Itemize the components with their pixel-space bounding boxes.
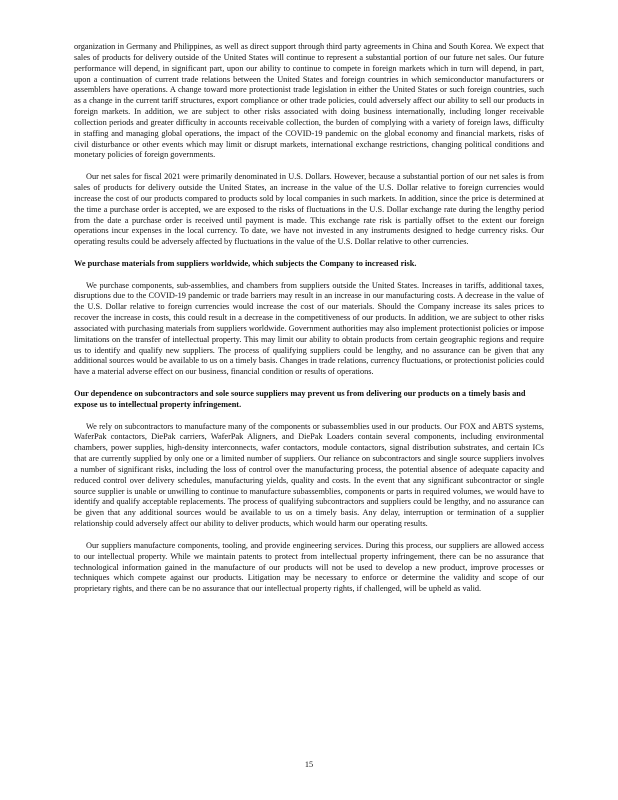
page-number: 15: [304, 760, 314, 769]
heading-subcontractor-dependence: Our dependence on subcontractors and sole source suppliers may prevent us from delivering our products on a timely basis and expose us to intellectual property infringement.: [74, 389, 526, 409]
paragraph-supplier-risk: We purchase components, sub-assemblies, and chambers from suppliers outside the United States. Increases in tariffs, additional taxes, disruptions due to the COVID-19 pandemic or trade barriers may result in an increase in our manufacturing costs. A decrease in the value of the U.S. Dollar relative to foreign currencies would increase the cost of our materials. Should the Company increase its sales prices to recover the increase in costs, this could result in a decrease in the competitiveness of our products. In addition, we are subject to other risks associated with purchasing materials from suppliers worldwide. Government authorities may also implement protectionist policies or impose limitations on the transfer of intellectual property. This may limit our ability to obtain products from certain geographic regions and require us to identify and qualify new suppliers. The process of qualifying suppliers could be lengthy, and no assurance can be given that any additional sources would be available to us on a timely basis. Changes in trade relations, currency fluctuations, or protectionist policies could have a material adverse effect on our business, financial condition or results of operations.: [74, 280, 544, 377]
heading-supplier-risk: We purchase materials from suppliers worldwide, which subjects the Company to increased risk.: [74, 258, 417, 268]
document-body: [74, 42, 544, 595]
paragraph-subcontractor-reliance: We rely on subcontractors to manufacture many of the components or subassemblies used in our products. Our FOX and ABTS systems, WaferPak contactors, DiePak carriers, WaferPak Aligners, and DiePak Loaders contain several components, including environmental chambers, power supplies, high-density interconnects, wafer contactors, module contactors, signal distribution substrates, and certain ICs that are currently supplied by only one or a limited number of suppliers. Our reliance on subcontractors and single source suppliers involves a number of significant risks, including the loss of control over the manufacturing process, the potential absence of adequate capacity and reduced control over delivery schedules, manufacturing yields, quality and costs. In the event that any significant subcontractor or single source supplier is unable or unwilling to continue to manufacture subassemblies, components or parts in required volumes, we would have to identify and qualify acceptable replacements. The process of qualifying subcontractors and suppliers could be lengthy, and no assurance can be given that any additional sources would be available to us on a timely basis. Any delay, interruption or termination of a supplier relationship could adversely affect our ability to deliver products, which would harm our operating results.: [74, 421, 544, 529]
paragraph-international-operations: organization in Germany and Philippines, as well as direct support through third party agreements in China and South Korea. We expect that sales of products for delivery outside of the United States will continue to represent a substantial portion of our future net sales. Our future performance will depend, in significant part, upon our ability to continue to compete in foreign markets which in turn will depend, in part, upon a continuation of current trade relations between the United States and foreign countries in which semiconductor manufacturers or assemblers have operations. A change toward more protectionist trade legislation in either the United States or such foreign countries, such as a change in the current tariff structures, export compliance or other trade policies, could adversely affect our ability to sell our products in foreign markets. In addition, we are subject to other risks associated with doing business internationally, including longer receivable collection periods and greater difficulty in accounts receivable collection, the burden of complying with a variety of foreign laws, difficulty in staffing and managing global operations, the impact of the COVID-19 pandemic on the global economy and financial markets, risks of civil disturbance or other events which may limit or disrupt markets, international exchange restrictions, changing political conditions and monetary policies of foreign governments.: [74, 42, 544, 160]
paragraph-currency-risk: Our net sales for fiscal 2021 were primarily denominated in U.S. Dollars. However, because a substantial portion of our net sales is from sales of products for delivery outside the United States, an increase in the value of the U.S. Dollar relative to foreign currencies would increase the cost of our products compared to products sold by local companies in such markets. In addition, since the price is determined at the time a purchase order is accepted, we are exposed to the risks of fluctuations in the U.S. Dollar exchange rate during the lengthy period from the date a purchase order is received until payment is made. This exchange rate risk is partially offset to the extent our foreign operations incur expenses in the local currency. To date, we have not invested in any instruments designed to hedge currency risks. Our operating results could be adversely affected by fluctuations in the value of the U.S. Dollar relative to other currencies.: [74, 172, 544, 247]
paragraph-intellectual-property: Our suppliers manufacture components, tooling, and provide engineering services. During this process, our suppliers are allowed access to our intellectual property. While we maintain patents to protect from intellectual property infringement, there can be no assurance that technological information gained in the manufacture of our products will not be used to develop a new product, improve processes or techniques which compete against our products. Litigation may be necessary to enforce or determine the validity and scope of our proprietary rights, and there can be no assurance that our intellectual property rights, if challenged, will be upheld as valid.: [74, 540, 544, 594]
